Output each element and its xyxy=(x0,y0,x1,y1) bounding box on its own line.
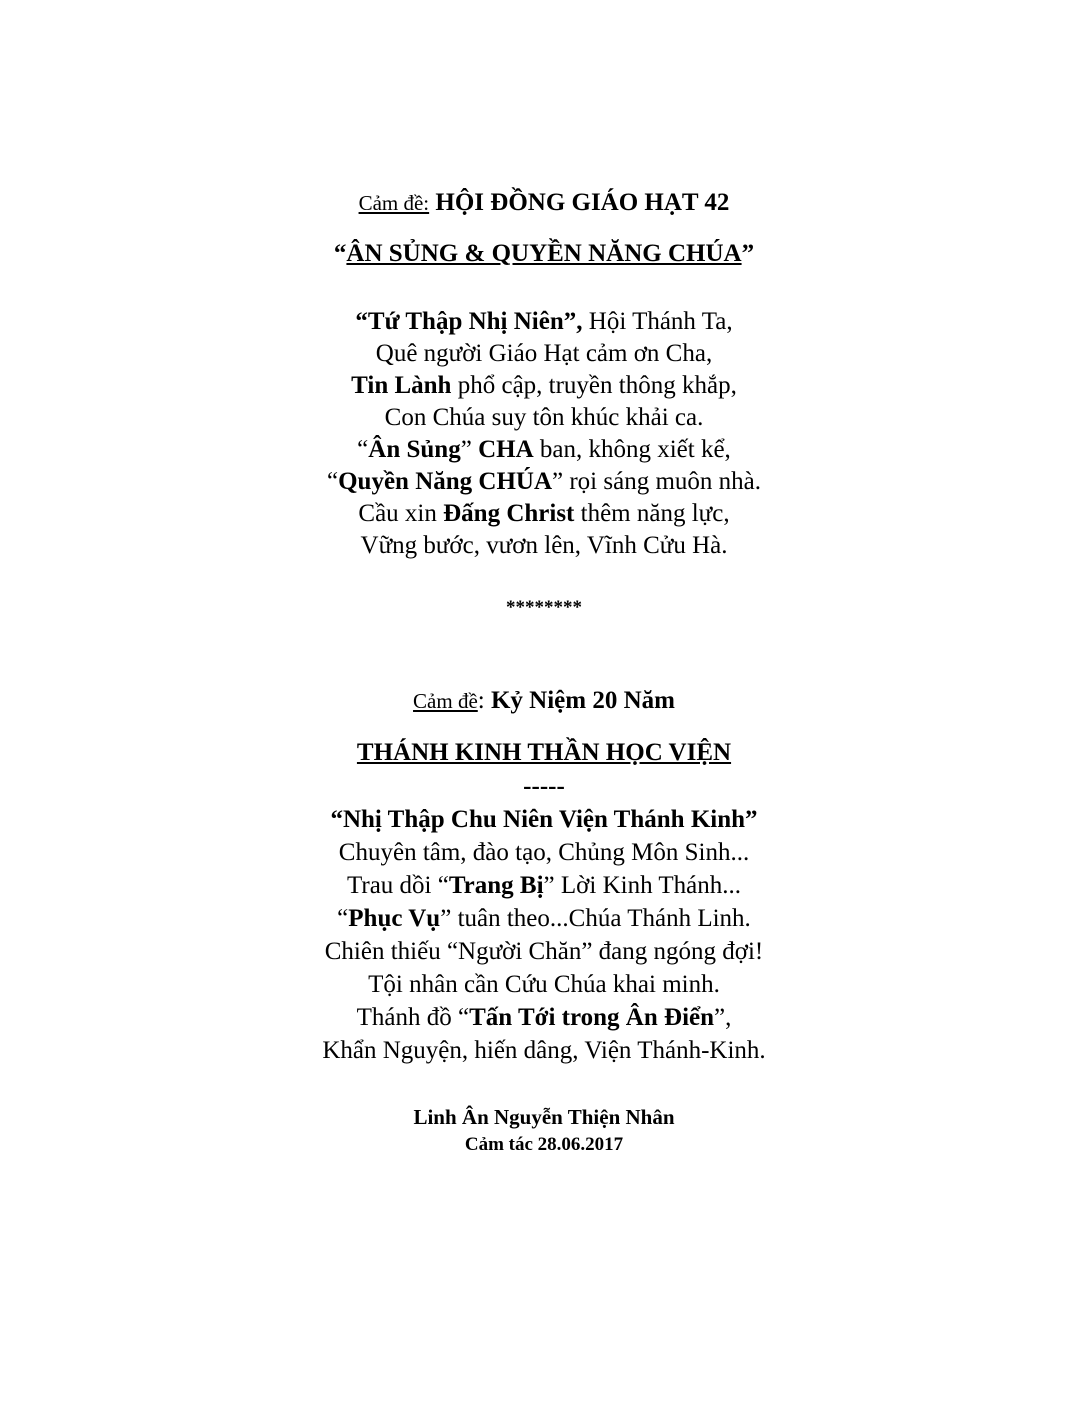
poem2-line-7-text-b: ”, xyxy=(714,1004,732,1031)
poem1-line-5-bold-2: CHA xyxy=(478,436,534,463)
poem2-heading-label: Cảm đề xyxy=(413,689,478,713)
poem2-line-3-text-a: Trau dồi “ xyxy=(346,872,449,899)
poem1-line-5-text: ban, không xiết kể, xyxy=(533,436,731,463)
poem2-line-4-text: ” tuân theo...Chúa Thánh Linh. xyxy=(440,905,751,932)
poem1-subtitle-open-quote: “ xyxy=(333,240,347,267)
poem1-line-5-bold: Ân Sủng xyxy=(368,436,461,463)
poem2-line-3 xyxy=(0,871,1088,901)
poem2-line-7-text-a: Thánh đồ “ xyxy=(356,1004,470,1031)
poem1-line-6-quote: “ xyxy=(326,468,339,495)
poem1-heading xyxy=(0,188,1088,218)
poem1-line-6-bold: Quyền Năng CHÚA xyxy=(338,468,553,495)
poem1-subtitle-close-quote: ” xyxy=(741,240,755,267)
poem2-line-3-bold: Trang Bị xyxy=(448,872,544,899)
poem-separator: ******** xyxy=(506,597,582,618)
poem2-line-6: Tội nhân cần Cứu Chúa khai minh. xyxy=(368,971,720,998)
poem1-subtitle xyxy=(0,239,1088,269)
poem2-heading xyxy=(0,686,1088,716)
poem1-heading-label: Cảm đề: xyxy=(358,191,430,215)
poem2-line-5: Chiên thiếu “Người Chăn” đang ngóng đợi! xyxy=(324,938,764,965)
poem1-line-4: Con Chúa suy tôn khúc khải ca. xyxy=(384,404,704,431)
poem1-line-6-text: ” rọi sáng muôn nhà. xyxy=(552,468,761,495)
poem2-line-4-bold: Phục Vụ xyxy=(348,905,441,932)
poem1-line-7-bold: Đấng Christ xyxy=(443,500,575,527)
poem2-dashes: ----- xyxy=(523,773,565,800)
poem2-line-1: “Nhị Thập Chu Niên Viện Thánh Kinh” xyxy=(330,806,758,833)
poem1-line-7-text-b: thêm năng lực, xyxy=(574,500,730,527)
poem1-line-3 xyxy=(0,371,1088,401)
poem1-line-1-text: Hội Thánh Ta, xyxy=(582,308,733,335)
poem2-heading-title: Kỷ Niệm 20 Năm xyxy=(490,687,675,714)
poem1-line-5-quote: “ xyxy=(357,436,369,463)
poem1-line-7-text-a: Cầu xin xyxy=(358,500,444,527)
poem2-subtitle: THÁNH KINH THẦN HỌC VIỆN xyxy=(356,739,732,766)
poem1-heading-title: HỘI ĐỒNG GIÁO HẠT 42 xyxy=(435,189,730,216)
poem1-subtitle-text: ÂN SỦNG & QUYỀN NĂNG CHÚA xyxy=(346,240,742,267)
signature-author: Linh Ân Nguyễn Thiện Nhân xyxy=(413,1105,675,1129)
poem2-line-7 xyxy=(0,1003,1088,1033)
poem1-line-5-quote-close: ” xyxy=(460,436,479,463)
poem2-heading-colon: : xyxy=(477,687,491,714)
signature-date: Cảm tác 28.06.2017 xyxy=(464,1134,624,1155)
poem2-line-2: Chuyên tâm, đào tạo, Chủng Môn Sinh... xyxy=(338,839,750,866)
poem2-line-7-bold: Tấn Tới trong Ân Điển xyxy=(469,1004,715,1031)
poem1-line-1 xyxy=(0,307,1088,337)
poem2-line-4 xyxy=(0,904,1088,934)
poem2-line-8: Khẩn Nguyện, hiến dâng, Viện Thánh-Kinh. xyxy=(322,1037,766,1064)
poem1-line-7 xyxy=(0,499,1088,529)
poem2-line-4-quote: “ xyxy=(337,905,349,932)
poem1-line-5 xyxy=(0,435,1088,465)
poem1-line-1-bold: “Tứ Thập Nhị Niên”, xyxy=(355,308,583,335)
poem1-line-2: Quê người Giáo Hạt cảm ơn Cha, xyxy=(375,340,713,367)
poem1-line-6 xyxy=(0,467,1088,497)
poem1-line-8: Vững bước, vươn lên, Vĩnh Cửu Hà. xyxy=(360,532,728,559)
poem2-line-3-text-b: ” Lời Kinh Thánh... xyxy=(543,872,741,899)
poem1-line-3-bold: Tin Lành xyxy=(351,372,452,399)
poem1-line-3-text: phổ cập, truyền thông khắp, xyxy=(451,372,737,399)
